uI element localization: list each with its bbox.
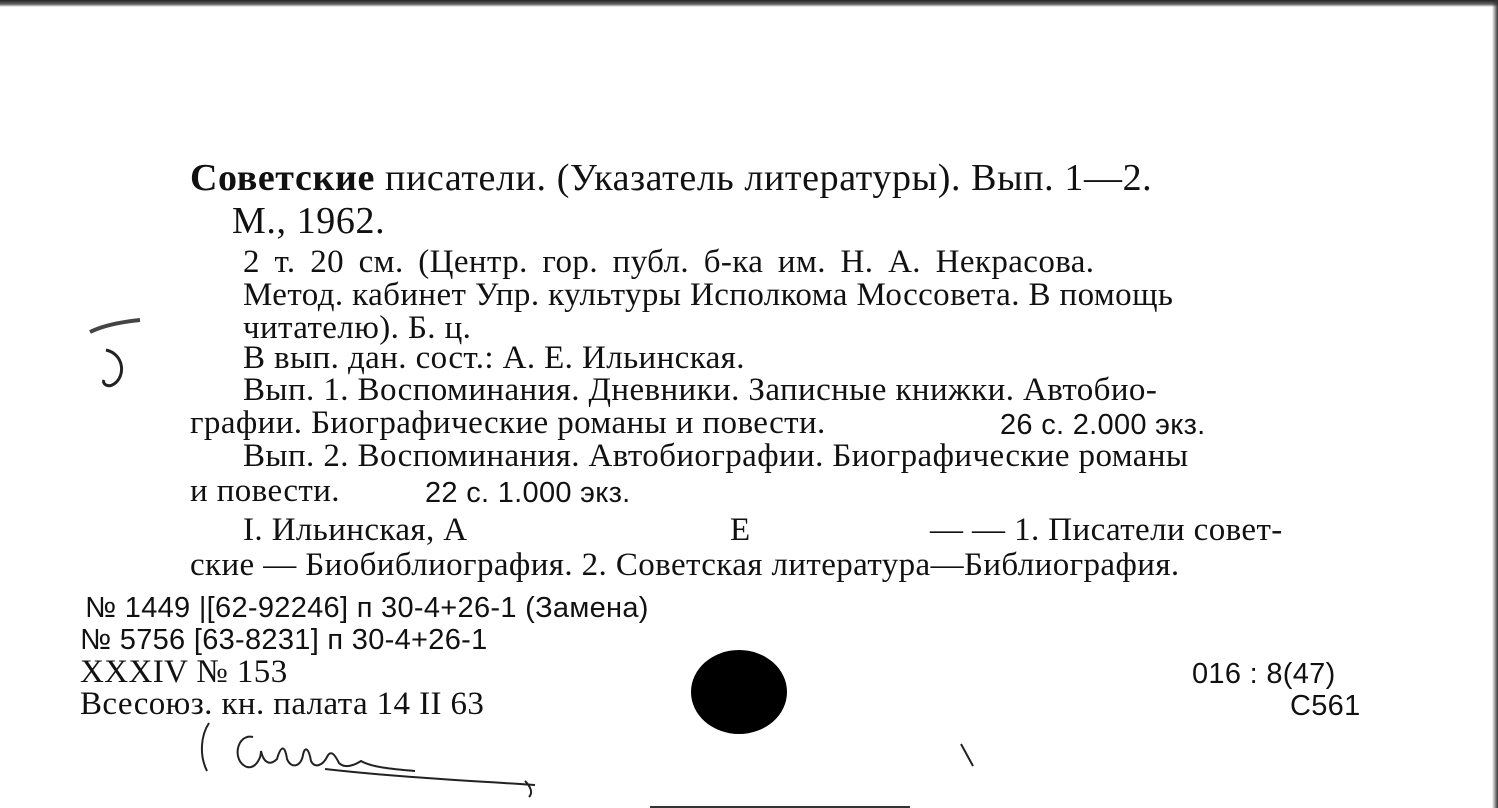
registration-number-1: № 1449 |[62-92246] п 30-4+26-1 (Замена): [85, 592, 649, 624]
index-initial: Е: [730, 512, 751, 548]
title-rest: писатели. (Указатель литературы). Вып. 1—2.: [374, 157, 1153, 199]
shelf-code: С561: [1290, 690, 1361, 722]
issue-2-line-2: и повести.: [190, 473, 340, 509]
punched-hole: [691, 650, 787, 734]
title-bold-word: Советские: [190, 157, 375, 199]
issue-2-pages-copies: 22 с. 1.000 экз.: [425, 477, 631, 509]
handwritten-signature-icon: [195, 715, 555, 800]
description-line-3: читателю). Б. ц.: [243, 310, 472, 346]
card-title: [190, 157, 1153, 199]
index-author: I. Ильинская, А: [243, 512, 468, 548]
pencil-mark-icon: [88, 318, 148, 398]
compiler-note: В вып. дан. сост.: А. Е. Ильинская.: [243, 340, 745, 376]
card-top-edge: [0, 0, 1498, 7]
description-line-1: 2 т. 20 см. (Центр. гор. публ. б-ка им. Н. А. Некрасова.: [243, 244, 1095, 280]
index-subjects-line-2: ские — Биобиблиография. 2. Советская литература—Библиография.: [190, 547, 1180, 583]
registration-number-2: № 5756 [63-8231] п 30-4+26-1: [80, 624, 488, 656]
publication-place-year: М., 1962.: [232, 200, 386, 242]
udc-code: 016 : 8(47): [1192, 658, 1336, 690]
issue-1-line-2: графии. Биографические романы и повести.: [190, 405, 826, 441]
book-chamber-stamp: Всесоюз. кн. палата 14 II 63: [80, 686, 485, 722]
issue-1-pages-copies: 26 с. 2.000 экз.: [1000, 409, 1206, 441]
series-number: XXXIV № 153: [80, 654, 288, 690]
issue-1-line-1: Вып. 1. Воспоминания. Дневники. Записные книжки. Автобио-: [243, 372, 1158, 408]
pen-tick-icon: [955, 740, 985, 770]
index-subjects-start: — — 1. Писатели совет-: [930, 512, 1283, 548]
issue-2-line-1: Вып. 2. Воспоминания. Автобиографии. Биографические романы: [243, 438, 1189, 474]
description-line-2: Метод. кабинет Упр. культуры Исполкома Моссовета. В помощь: [243, 277, 1174, 313]
card-right-edge: [1492, 0, 1498, 808]
